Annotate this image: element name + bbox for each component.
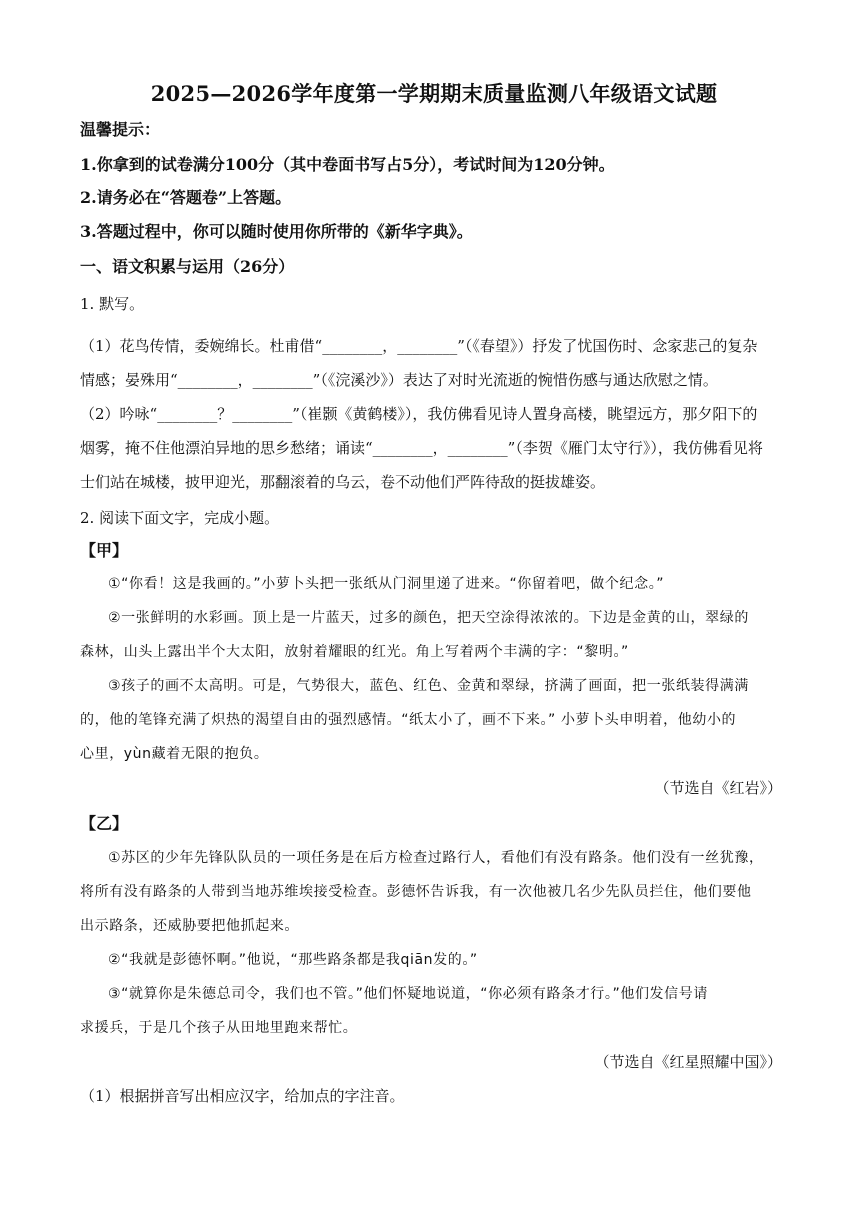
passage-jia-para-2-line1: ②一张鲜明的水彩画。顶上是一片蓝天，过多的颜色，把天空涂得浓浓的。下边是金黄的山，翠绿的 [108, 610, 749, 626]
question-1-part2-line1: （2）吟咏“________？________”（崔颢《黄鹤楼》），我仿佛看见诗人置身高楼，眺望远方，那夕阳下的 [80, 405, 758, 423]
question-2-stem: 2. 阅读下面文字，完成小题。 [80, 509, 280, 527]
passage-jia-para-3-line1: ③孩子的画不太高明。可是，气势很大，蓝色、红色、金黄和翠绿，挤满了画面，把一张纸装得满满 [108, 678, 749, 694]
passage-yi-para-1-line2: 将所有没有路条的人带到当地苏维埃接受检查。彭德怀告诉我，有一次他被几名少先队员拦住，他们要他 [80, 884, 752, 900]
tips-heading: 温馨提示： [80, 120, 161, 139]
question-2-sub-1: （1）根据拼音写出相应汉字，给加点的字注音。 [80, 1087, 405, 1105]
passage-yi-para-1-line1: ①苏区的少年先锋队队员的一项任务是在后方检查过路行人，看他们有没有路条。他们没有一丝犹豫， [108, 850, 764, 866]
passage-yi-source: （节选自《红星照耀中国》） [594, 1053, 782, 1071]
question-1-stem: 1. 默写。 [80, 295, 145, 313]
passage-jia-para-2-line2: 森林，山头上露出半个大太阳，放射着耀眼的红光。角上写着两个丰满的字：“黎明。” [80, 644, 629, 660]
tip-2: 2.请务必在“答题卷”上答题。 [80, 188, 292, 207]
question-1-part1-line1: （1）花鸟传情，委婉绵长。杜甫借“________，________”（《春望》）抒发了忧国伤时、念家悲己的复杂 [80, 337, 758, 355]
section-heading: 一、语文积累与运用（26分） [80, 257, 295, 276]
passage-yi-label: 【乙】 [80, 814, 129, 833]
passage-jia-para-3-line3: 心里，yùn藏着无限的抱负。 [80, 746, 269, 762]
passage-jia-para-3-line2: 的，他的笔锋充满了炽热的渴望自由的强烈感情。“纸太小了，画不下来。” 小萝卜头申明着，他幼小的 [80, 712, 737, 728]
passage-yi-para-3-line2: 求援兵，于是几个孩子从田地里跑来帮忙。 [80, 1020, 358, 1036]
question-1-part2-line2: 烟雾，掩不住他漂泊异地的思乡愁绪；诵读“________，________”（李贺《雁门太守行》），我仿佛看见将 [80, 439, 763, 457]
tip-3: 3.答题过程中，你可以随时使用你所带的《新华字典》。 [80, 222, 473, 241]
page-title: 2025—2026学年度第一学期期末质量监测八年级语文试题 [150, 81, 718, 106]
passage-jia-label: 【甲】 [80, 541, 129, 560]
passage-yi-para-3-line1: ③“就算你是朱德总司令，我们也不管。”他们怀疑地说道，“你必须有路条才行。”他们发信号请 [108, 986, 708, 1002]
tip-1: 1.你拿到的试卷满分100分（其中卷面书写占5分），考试时间为120分钟。 [80, 155, 615, 174]
passage-jia-source: （节选自《红岩》） [654, 779, 782, 797]
passage-yi-para-2: ②“我就是彭德怀啊。”他说，“那些路条都是我qiān发的。” [108, 952, 478, 968]
question-1-part1-line2: 情感；晏殊用“________，________”（《浣溪沙》）表达了对时光流逝的惋惜伤感与通达欣慰之情。 [80, 371, 718, 389]
passage-yi-para-1-line3: 出示路条，还威胁要把他抓起来。 [80, 918, 299, 934]
passage-jia-para-1: ①“你看！这是我画的。”小萝卜头把一张纸从门洞里递了进来。“你留着吧，做个纪念。” [108, 576, 665, 592]
question-1-part2-line3: 士们站在城楼，披甲迎光，那翻滚着的乌云，卷不动他们严阵待敌的挺拔雄姿。 [80, 473, 606, 491]
